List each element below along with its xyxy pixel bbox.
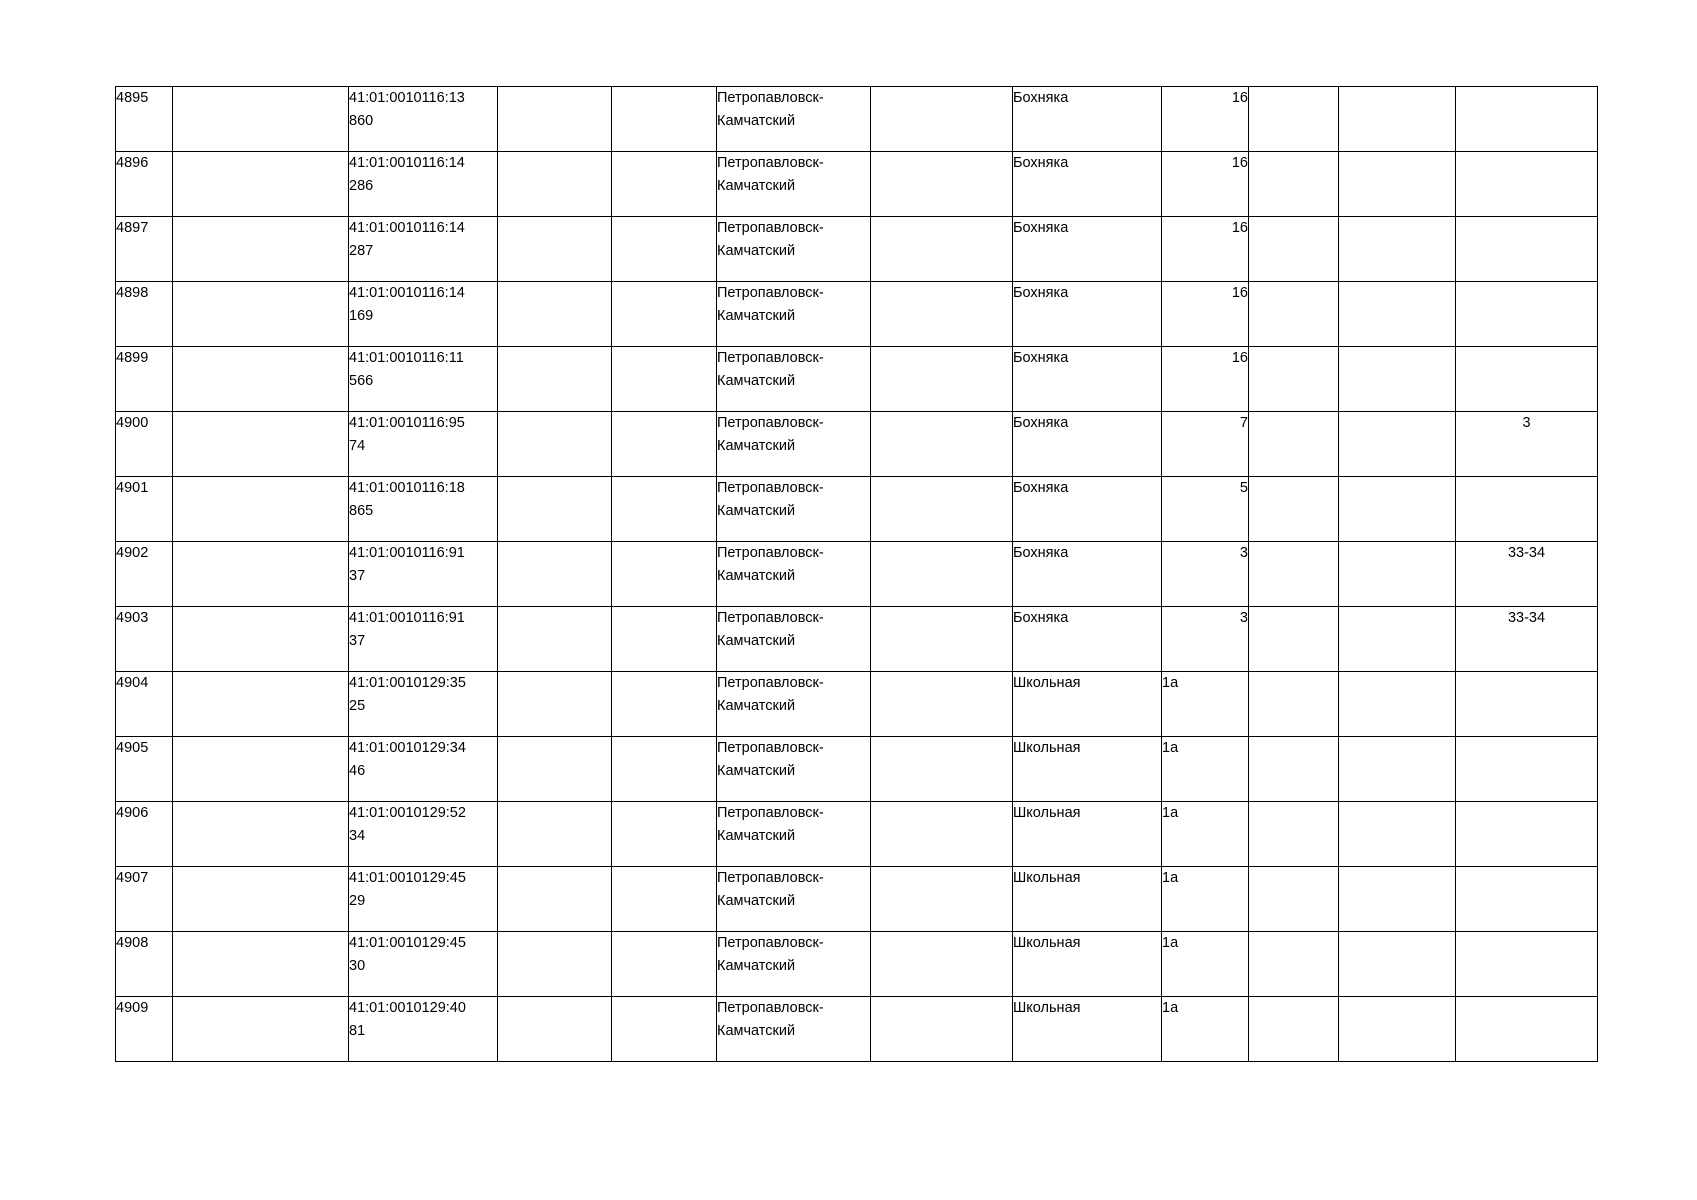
- apartment-cell: [1456, 217, 1598, 282]
- house-number-cell: 1а: [1162, 932, 1249, 997]
- apartment-cell: [1456, 932, 1598, 997]
- table-row: [116, 867, 1598, 932]
- empty-cell: [498, 997, 612, 1062]
- city-cell: [717, 607, 871, 672]
- empty-cell: [612, 152, 717, 217]
- house-number-cell: 16: [1162, 347, 1249, 412]
- city-cell: [717, 152, 871, 217]
- cadastral-number-line: 25: [349, 698, 366, 714]
- empty-cell: [173, 347, 349, 412]
- city-cell: [717, 87, 871, 152]
- empty-cell: [1249, 802, 1339, 867]
- city-line: Петропавловск-: [717, 805, 824, 821]
- empty-cell: [498, 542, 612, 607]
- empty-cell: [1249, 152, 1339, 217]
- apartment-cell: [1456, 997, 1598, 1062]
- empty-cell: [498, 867, 612, 932]
- record-number-cell: 4905: [116, 737, 173, 802]
- empty-cell: [1339, 217, 1456, 282]
- cadastral-number-line: 41:01:0010129:52: [349, 805, 466, 821]
- cadastral-number-line: 37: [349, 568, 366, 584]
- empty-cell: [871, 542, 1013, 607]
- empty-cell: [1339, 867, 1456, 932]
- city-line: Петропавловск-: [717, 155, 824, 171]
- cadastral-number-cell: [349, 347, 498, 412]
- empty-cell: [1339, 737, 1456, 802]
- empty-cell: [612, 282, 717, 347]
- empty-cell: [1339, 347, 1456, 412]
- empty-cell: [173, 282, 349, 347]
- empty-cell: [871, 932, 1013, 997]
- empty-cell: [871, 997, 1013, 1062]
- empty-cell: [871, 737, 1013, 802]
- empty-cell: [612, 477, 717, 542]
- table-row: [116, 932, 1598, 997]
- cadastral-number-cell: [349, 217, 498, 282]
- cadastral-number-line: 30: [349, 958, 366, 974]
- street-cell: Бохняка: [1013, 412, 1162, 477]
- city-line: Камчатский: [717, 698, 796, 714]
- street-cell: Бохняка: [1013, 542, 1162, 607]
- empty-cell: [612, 737, 717, 802]
- city-line: Камчатский: [717, 178, 796, 194]
- empty-cell: [871, 607, 1013, 672]
- empty-cell: [173, 672, 349, 737]
- empty-cell: [1339, 87, 1456, 152]
- table-row: [116, 802, 1598, 867]
- cadastral-number-line: 41:01:0010116:95: [349, 415, 465, 431]
- empty-cell: [871, 867, 1013, 932]
- street-cell: Школьная: [1013, 997, 1162, 1062]
- city-line: Камчатский: [717, 373, 796, 389]
- cadastral-number-line: 41:01:0010116:14: [349, 220, 465, 236]
- house-number-cell: 16: [1162, 217, 1249, 282]
- empty-cell: [498, 152, 612, 217]
- record-number-cell: 4898: [116, 282, 173, 347]
- house-number-cell: 16: [1162, 87, 1249, 152]
- cadastral-number-line: 566: [349, 373, 374, 389]
- city-line: Камчатский: [717, 633, 796, 649]
- apartment-cell: 33-34: [1456, 607, 1598, 672]
- street-cell: Школьная: [1013, 867, 1162, 932]
- empty-cell: [173, 152, 349, 217]
- cadastral-number-line: 46: [349, 763, 366, 779]
- cadastral-number-line: 41:01:0010129:45: [349, 870, 466, 886]
- city-cell: [717, 802, 871, 867]
- city-line: Камчатский: [717, 503, 796, 519]
- house-number-cell: 16: [1162, 282, 1249, 347]
- empty-cell: [173, 802, 349, 867]
- city-line: Камчатский: [717, 828, 796, 844]
- empty-cell: [1249, 347, 1339, 412]
- street-cell: Школьная: [1013, 737, 1162, 802]
- house-number-cell: 7: [1162, 412, 1249, 477]
- table-row: [116, 282, 1598, 347]
- cadastral-number-cell: [349, 87, 498, 152]
- city-line: Петропавловск-: [717, 480, 824, 496]
- house-number-cell: 1а: [1162, 802, 1249, 867]
- empty-cell: [612, 672, 717, 737]
- cadastral-number-line: 29: [349, 893, 366, 909]
- cadastral-number-line: 34: [349, 828, 366, 844]
- cadastral-number-cell: [349, 542, 498, 607]
- apartment-cell: [1456, 347, 1598, 412]
- empty-cell: [1339, 542, 1456, 607]
- city-line: Камчатский: [717, 893, 796, 909]
- record-number-cell: 4900: [116, 412, 173, 477]
- apartment-cell: 3: [1456, 412, 1598, 477]
- city-line: Петропавловск-: [717, 1000, 824, 1016]
- cadastral-number-line: 860: [349, 113, 374, 129]
- city-line: Петропавловск-: [717, 740, 824, 756]
- city-line: Камчатский: [717, 113, 796, 129]
- empty-cell: [1339, 412, 1456, 477]
- city-cell: [717, 412, 871, 477]
- cadastral-number-line: 41:01:0010116:11: [349, 350, 464, 366]
- empty-cell: [871, 217, 1013, 282]
- table-row: [116, 542, 1598, 607]
- street-cell: Школьная: [1013, 672, 1162, 737]
- empty-cell: [498, 477, 612, 542]
- table-row: [116, 607, 1598, 672]
- cadastral-number-cell: [349, 932, 498, 997]
- record-number-cell: 4906: [116, 802, 173, 867]
- empty-cell: [498, 87, 612, 152]
- street-cell: Школьная: [1013, 932, 1162, 997]
- cadastral-number-cell: [349, 477, 498, 542]
- record-number-cell: 4899: [116, 347, 173, 412]
- apartment-cell: [1456, 672, 1598, 737]
- empty-cell: [498, 672, 612, 737]
- empty-cell: [498, 802, 612, 867]
- cadastral-number-line: 41:01:0010116:18: [349, 480, 465, 496]
- apartment-cell: [1456, 87, 1598, 152]
- empty-cell: [1339, 607, 1456, 672]
- empty-cell: [173, 997, 349, 1062]
- table-row: [116, 217, 1598, 282]
- table-row: [116, 997, 1598, 1062]
- city-cell: [717, 477, 871, 542]
- house-number-cell: 1а: [1162, 672, 1249, 737]
- house-number-cell: 1а: [1162, 867, 1249, 932]
- empty-cell: [871, 87, 1013, 152]
- city-cell: [717, 932, 871, 997]
- city-line: Камчатский: [717, 243, 796, 259]
- empty-cell: [1249, 477, 1339, 542]
- empty-cell: [498, 217, 612, 282]
- empty-cell: [871, 477, 1013, 542]
- city-line: Петропавловск-: [717, 935, 824, 951]
- street-cell: Бохняка: [1013, 217, 1162, 282]
- empty-cell: [1339, 802, 1456, 867]
- empty-cell: [1249, 867, 1339, 932]
- city-line: Петропавловск-: [717, 610, 824, 626]
- cadastral-number-line: 41:01:0010116:91: [349, 545, 465, 561]
- empty-cell: [1249, 87, 1339, 152]
- city-line: Петропавловск-: [717, 285, 824, 301]
- empty-cell: [612, 932, 717, 997]
- empty-cell: [1339, 152, 1456, 217]
- empty-cell: [871, 282, 1013, 347]
- empty-cell: [498, 737, 612, 802]
- empty-cell: [173, 607, 349, 672]
- cadastral-number-cell: [349, 282, 498, 347]
- city-cell: [717, 217, 871, 282]
- cadastral-number-line: 37: [349, 633, 366, 649]
- city-cell: [717, 867, 871, 932]
- empty-cell: [1339, 282, 1456, 347]
- apartment-cell: [1456, 152, 1598, 217]
- apartment-cell: [1456, 867, 1598, 932]
- record-number-cell: 4908: [116, 932, 173, 997]
- city-cell: [717, 672, 871, 737]
- street-cell: Бохняка: [1013, 87, 1162, 152]
- house-number-cell: 16: [1162, 152, 1249, 217]
- cadastral-number-line: 41:01:0010116:91: [349, 610, 465, 626]
- empty-cell: [1249, 997, 1339, 1062]
- record-number-cell: 4904: [116, 672, 173, 737]
- city-line: Петропавловск-: [717, 90, 824, 106]
- record-number-cell: 4902: [116, 542, 173, 607]
- record-number-cell: 4897: [116, 217, 173, 282]
- empty-cell: [1339, 997, 1456, 1062]
- city-cell: [717, 542, 871, 607]
- empty-cell: [612, 347, 717, 412]
- table-row: [116, 737, 1598, 802]
- record-number-cell: 4903: [116, 607, 173, 672]
- city-line: Петропавловск-: [717, 870, 824, 886]
- empty-cell: [173, 87, 349, 152]
- cadastral-number-cell: [349, 672, 498, 737]
- empty-cell: [173, 932, 349, 997]
- empty-cell: [1339, 477, 1456, 542]
- cadastral-number-line: 865: [349, 503, 374, 519]
- house-number-cell: 1а: [1162, 997, 1249, 1062]
- empty-cell: [173, 737, 349, 802]
- empty-cell: [1249, 672, 1339, 737]
- empty-cell: [173, 217, 349, 282]
- empty-cell: [871, 672, 1013, 737]
- empty-cell: [612, 607, 717, 672]
- cadastral-number-line: 74: [349, 438, 366, 454]
- cadastral-number-line: 287: [349, 243, 374, 259]
- house-number-cell: 1а: [1162, 737, 1249, 802]
- table-row: [116, 672, 1598, 737]
- city-cell: [717, 282, 871, 347]
- empty-cell: [612, 997, 717, 1062]
- cadastral-number-line: 41:01:0010129:45: [349, 935, 466, 951]
- table-row: [116, 152, 1598, 217]
- city-line: Петропавловск-: [717, 415, 824, 431]
- apartment-cell: [1456, 737, 1598, 802]
- table-row: [116, 347, 1598, 412]
- empty-cell: [173, 477, 349, 542]
- empty-cell: [498, 932, 612, 997]
- city-line: Камчатский: [717, 308, 796, 324]
- cadastral-number-line: 41:01:0010116:13: [349, 90, 465, 106]
- empty-cell: [1249, 737, 1339, 802]
- empty-cell: [498, 412, 612, 477]
- record-number-cell: 4909: [116, 997, 173, 1062]
- city-line: Петропавловск-: [717, 350, 824, 366]
- street-cell: Бохняка: [1013, 607, 1162, 672]
- empty-cell: [871, 152, 1013, 217]
- city-line: Камчатский: [717, 438, 796, 454]
- cadastral-number-line: 41:01:0010116:14: [349, 155, 465, 171]
- record-number-cell: 4907: [116, 867, 173, 932]
- empty-cell: [1249, 607, 1339, 672]
- cadastral-number-cell: [349, 152, 498, 217]
- cadastral-number-cell: [349, 867, 498, 932]
- table-row: [116, 87, 1598, 152]
- cadastral-number-line: 286: [349, 178, 374, 194]
- cadastral-number-line: 169: [349, 308, 374, 324]
- cadastral-number-line: 41:01:0010129:40: [349, 1000, 466, 1016]
- empty-cell: [1339, 672, 1456, 737]
- cadastral-number-cell: [349, 997, 498, 1062]
- cadastral-number-cell: [349, 802, 498, 867]
- cadastral-number-cell: [349, 737, 498, 802]
- empty-cell: [498, 347, 612, 412]
- empty-cell: [612, 87, 717, 152]
- empty-cell: [173, 412, 349, 477]
- empty-cell: [612, 217, 717, 282]
- empty-cell: [871, 802, 1013, 867]
- street-cell: Школьная: [1013, 802, 1162, 867]
- cadastral-number-cell: [349, 412, 498, 477]
- street-cell: Бохняка: [1013, 282, 1162, 347]
- record-number-cell: 4896: [116, 152, 173, 217]
- cadastral-number-line: 81: [349, 1023, 366, 1039]
- house-number-cell: 3: [1162, 607, 1249, 672]
- cadastral-number-line: 41:01:0010129:34: [349, 740, 466, 756]
- apartment-cell: [1456, 477, 1598, 542]
- empty-cell: [1339, 932, 1456, 997]
- empty-cell: [612, 867, 717, 932]
- city-line: Камчатский: [717, 763, 796, 779]
- empty-cell: [1249, 542, 1339, 607]
- city-line: Камчатский: [717, 1023, 796, 1039]
- empty-cell: [1249, 932, 1339, 997]
- registry-table: [115, 86, 1598, 1062]
- cadastral-number-line: 41:01:0010116:14: [349, 285, 465, 301]
- city-cell: [717, 737, 871, 802]
- table-row: [116, 477, 1598, 542]
- city-cell: [717, 997, 871, 1062]
- city-line: Камчатский: [717, 958, 796, 974]
- empty-cell: [1249, 412, 1339, 477]
- city-line: Петропавловск-: [717, 545, 824, 561]
- cadastral-number-cell: [349, 607, 498, 672]
- empty-cell: [173, 867, 349, 932]
- empty-cell: [612, 802, 717, 867]
- record-number-cell: 4901: [116, 477, 173, 542]
- apartment-cell: [1456, 802, 1598, 867]
- apartment-cell: 33-34: [1456, 542, 1598, 607]
- empty-cell: [498, 282, 612, 347]
- city-cell: [717, 347, 871, 412]
- street-cell: Бохняка: [1013, 477, 1162, 542]
- house-number-cell: 5: [1162, 477, 1249, 542]
- empty-cell: [612, 412, 717, 477]
- record-number-cell: 4895: [116, 87, 173, 152]
- street-cell: Бохняка: [1013, 347, 1162, 412]
- city-line: Камчатский: [717, 568, 796, 584]
- table-row: [116, 412, 1598, 477]
- city-line: Петропавловск-: [717, 220, 824, 236]
- empty-cell: [612, 542, 717, 607]
- empty-cell: [871, 412, 1013, 477]
- cadastral-number-line: 41:01:0010129:35: [349, 675, 466, 691]
- apartment-cell: [1456, 282, 1598, 347]
- empty-cell: [498, 607, 612, 672]
- empty-cell: [871, 347, 1013, 412]
- house-number-cell: 3: [1162, 542, 1249, 607]
- street-cell: Бохняка: [1013, 152, 1162, 217]
- empty-cell: [1249, 217, 1339, 282]
- empty-cell: [1249, 282, 1339, 347]
- table-body: [116, 87, 1598, 1062]
- empty-cell: [173, 542, 349, 607]
- city-line: Петропавловск-: [717, 675, 824, 691]
